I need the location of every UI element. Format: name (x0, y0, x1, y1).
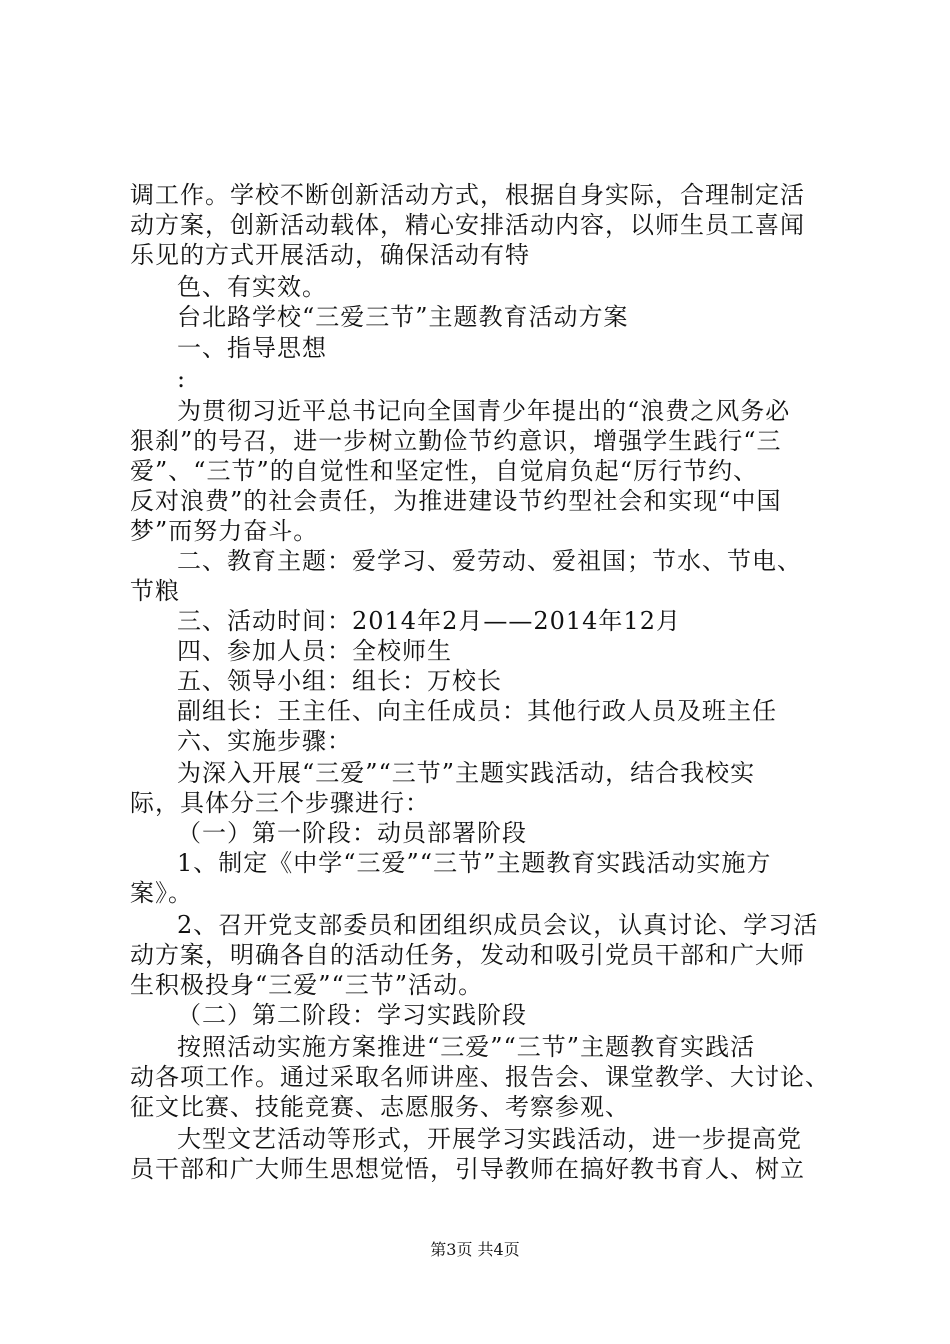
subsection-heading: （一）第一阶段：动员部署阶段 (177, 819, 527, 847)
section-heading: 五、领导小组：组长：万校长 (177, 667, 502, 695)
page-number: 第3页 共4页 (430, 1240, 520, 1259)
text-line: 1、制定《中学“三爱”“三节”主题教育实践活动实施方 (177, 849, 772, 877)
subsection-heading: （二）第二阶段：学习实践阶段 (177, 1001, 527, 1029)
text-line: 副组长：王主任、向主任成员：其他行政人员及班主任 (177, 697, 777, 725)
text-line: 调工作。学校不断创新活动方式，根据自身实际，合理制定活 (130, 181, 805, 209)
document-title: 台北路学校“三爱三节”主题教育活动方案 (177, 303, 629, 331)
text-line: 梦”而努力奋斗。 (130, 517, 319, 545)
text-line: : (177, 365, 187, 393)
text-line: 案》。 (130, 879, 193, 907)
text-line: 动方案，创新活动载体，精心安排活动内容，以师生员工喜闻 (130, 211, 805, 239)
text-line: 为贯彻习近平总书记向全国青少年提出的“浪费之风务必 (177, 397, 791, 425)
text-line: 动方案，明确各自的活动任务，发动和吸引党员干部和广大师 (130, 941, 805, 969)
text-line: 员干部和广大师生思想觉悟，引导教师在搞好教书育人、树立 (130, 1155, 805, 1183)
text-line: 为深入开展“三爱”“三节”主题实践活动，结合我校实 (177, 759, 756, 787)
section-heading: 六、实施步骤： (177, 727, 352, 755)
text-line: 2、召开党支部委员和团组织成员会议，认真讨论、学习活 (177, 911, 819, 939)
section-heading: 一、指导思想 (177, 334, 327, 362)
text-line: 征文比赛、技能竞赛、志愿服务、考察参观、 (130, 1093, 630, 1121)
section-heading: 三、活动时间：2014年2月——2014年12月 (177, 607, 681, 635)
text-line: 节粮 (130, 577, 180, 605)
text-line: 反对浪费”的社会责任，为推进建设节约型社会和实现“中国 (130, 487, 782, 515)
text-line: 狠刹”的号召，进一步树立勤俭节约意识，增强学生践行“三 (130, 427, 782, 455)
text-line: 乐见的方式开展活动，确保活动有特 (130, 241, 530, 269)
section-heading: 二、教育主题：爱学习、爱劳动、爱祖国；节水、节电、 (177, 547, 802, 575)
text-line: 生积极投身“三爱”“三节”活动。 (130, 971, 484, 999)
text-line: 际，具体分三个步骤进行： (130, 789, 430, 817)
section-heading: 四、参加人员：全校师生 (177, 637, 452, 665)
text-line: 爱”、“三节”的自觉性和坚定性，自觉肩负起“厉行节约、 (130, 457, 759, 485)
text-line: 动各项工作。通过采取名师讲座、报告会、课堂教学、大讨论、 (130, 1063, 830, 1091)
text-line: 大型文艺活动等形式，开展学习实践活动，进一步提高党 (177, 1125, 802, 1153)
text-line: 按照活动实施方案推进“三爱”“三节”主题教育实践活 (177, 1033, 756, 1061)
text-line: 色、有实效。 (177, 273, 327, 301)
